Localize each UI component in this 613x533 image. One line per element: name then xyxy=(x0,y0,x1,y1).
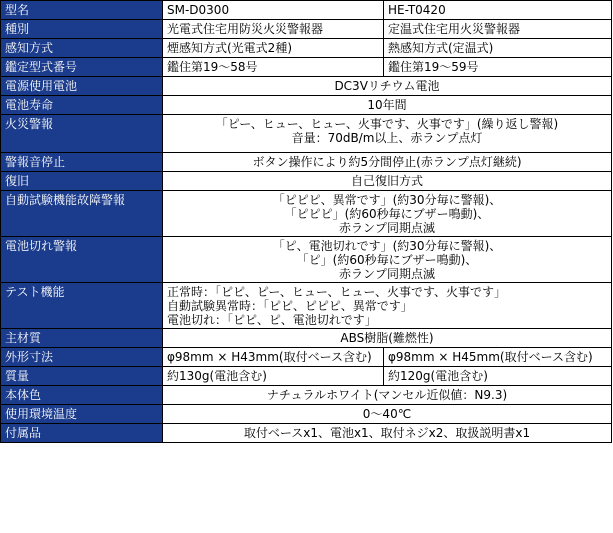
spec-row xyxy=(1,39,612,58)
spec-row-label: 電池寿命 xyxy=(1,96,163,115)
spec-row-value-model-2: 熱感知方式(定温式) xyxy=(384,39,612,58)
spec-row-value-model-2: 定温式住宅用火災警報器 xyxy=(384,20,612,39)
spec-row-label: 復旧 xyxy=(1,172,163,191)
spec-row-value-model-1: 煙感知方式(光電式2種) xyxy=(163,39,384,58)
spec-row-value-shared: 10年間 xyxy=(163,96,612,115)
spec-row-value-model-1: 光電式住宅用防災火災警報器 xyxy=(163,20,384,39)
spec-row-label: 外形寸法 xyxy=(1,348,163,367)
spec-row-label: 主材質 xyxy=(1,329,163,348)
spec-row xyxy=(1,237,612,283)
spec-row-value-shared: ボタン操作により約5分間停止(赤ランプ点灯継続) xyxy=(163,153,612,172)
spec-row-label: 火災警報 xyxy=(1,115,163,153)
spec-row-value-shared: DC3Vリチウム電池 xyxy=(163,77,612,96)
spec-row xyxy=(1,96,612,115)
spec-row-value-model-1: 鑑住第19～58号 xyxy=(163,58,384,77)
spec-row xyxy=(1,115,612,153)
spec-row-value-model-1: 約130g(電池含む) xyxy=(163,367,384,386)
spec-row-value-shared: 正常時：「ピピ、ピー、ヒュー、ヒュー、火事です、火事です」 自動試験異常時：「ピピ、ピピピ、異常です」 電池切れ：「ピピ、ピ、電池切れです」 xyxy=(163,283,612,329)
spec-row-value-shared: 0～40℃ xyxy=(163,405,612,424)
spec-row-label: 質量 xyxy=(1,367,163,386)
spec-row xyxy=(1,191,612,237)
spec-row-label: 電池切れ警報 xyxy=(1,237,163,283)
spec-row-value-shared: ABS樹脂(難燃性) xyxy=(163,329,612,348)
spec-row xyxy=(1,58,612,77)
spec-row xyxy=(1,329,612,348)
spec-row-value-shared: ナチュラルホワイト(マンセル近似値：N9.3) xyxy=(163,386,612,405)
spec-row xyxy=(1,386,612,405)
spec-row xyxy=(1,283,612,329)
spec-row-label: 感知方式 xyxy=(1,39,163,58)
spec-row-label: 使用環境温度 xyxy=(1,405,163,424)
spec-row-label: 自動試験機能故障警報 xyxy=(1,191,163,237)
spec-row-value-model-2: 約120g(電池含む) xyxy=(384,367,612,386)
spec-row-value-shared: 「ピピピ、異常です」(約30分毎に警報)、 「ピピピ」(約60秒毎にブザー鳴動)、 赤ランプ同期点滅 xyxy=(163,191,612,237)
spec-row xyxy=(1,172,612,191)
spec-row xyxy=(1,348,612,367)
spec-table-body xyxy=(1,1,612,443)
spec-row-label: 電源使用電池 xyxy=(1,77,163,96)
spec-row-value-shared: 自己復旧方式 xyxy=(163,172,612,191)
spec-row-label: 鑑定型式番号 xyxy=(1,58,163,77)
spec-row xyxy=(1,153,612,172)
spec-row-value-model-1: φ98mm × H43mm(取付ベース含む) xyxy=(163,348,384,367)
spec-row-value-model-2: HE-T0420 xyxy=(384,1,612,20)
spec-row xyxy=(1,1,612,20)
spec-row-label: 種別 xyxy=(1,20,163,39)
spec-row-label: 本体色 xyxy=(1,386,163,405)
spec-row-label: テスト機能 xyxy=(1,283,163,329)
spec-row-value-model-2: φ98mm × H45mm(取付ベース含む) xyxy=(384,348,612,367)
spec-row-value-model-1: SM-D0300 xyxy=(163,1,384,20)
spec-row xyxy=(1,77,612,96)
spec-row-label: 型名 xyxy=(1,1,163,20)
spec-row xyxy=(1,405,612,424)
spec-row-label: 警報音停止 xyxy=(1,153,163,172)
spec-row-label: 付属品 xyxy=(1,424,163,443)
spec-row-value-shared: 取付ベースx1、電池x1、取付ネジx2、取扱説明書x1 xyxy=(163,424,612,443)
spec-row-value-shared: 「ピ、電池切れです」(約30分毎に警報)、 「ピ」(約60秒毎にブザー鳴動)、 赤ランプ同期点滅 xyxy=(163,237,612,283)
spec-row-value-model-2: 鑑住第19～59号 xyxy=(384,58,612,77)
spec-row xyxy=(1,424,612,443)
spec-row xyxy=(1,367,612,386)
spec-row-value-shared: 「ピー、ヒュー、ヒュー、火事です、火事です」(繰り返し警報) 音量：70dB/m以上、赤ランプ点灯 xyxy=(163,115,612,153)
spec-row xyxy=(1,20,612,39)
